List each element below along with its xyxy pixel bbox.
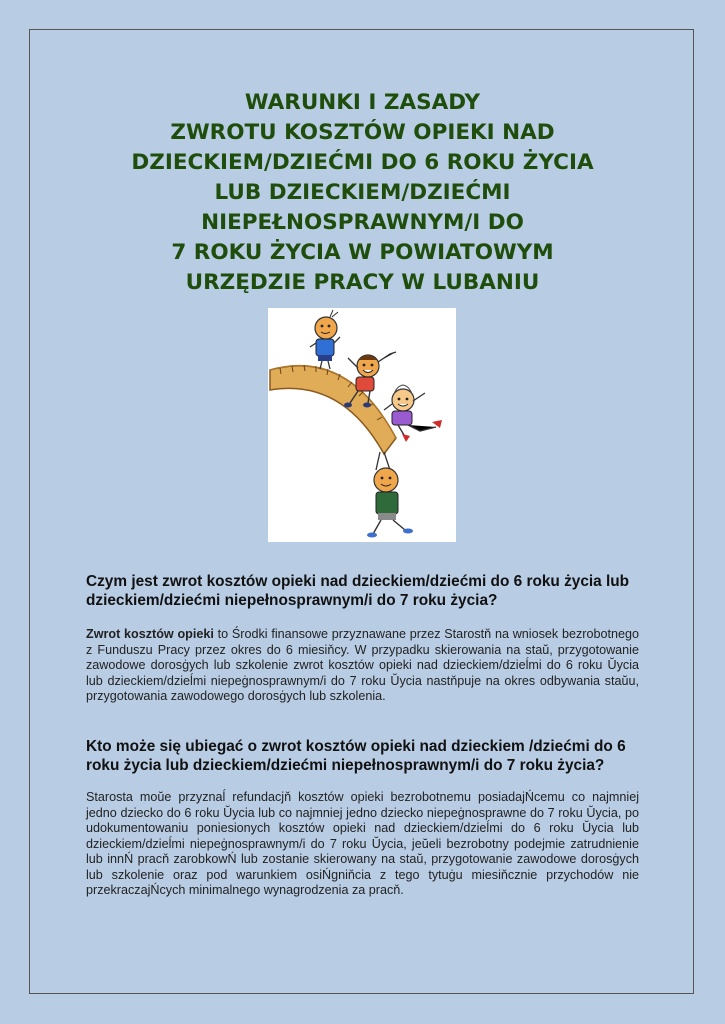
children-on-ruler-illustration — [268, 308, 456, 542]
page-title — [60, 88, 665, 298]
title-line: ZWROTU KOSZTÓW OPIEKI NAD — [170, 120, 555, 145]
title-line: 7 ROKU ŻYCIA W POWIATOWYM — [171, 240, 554, 265]
title-line: NIEPEŁNOSPRAWNYM/I DO — [201, 210, 524, 235]
term-highlight: Zwrot kosztów opieki — [86, 627, 214, 641]
title-line: LUB DZIECKIEM/DZIEĆMI — [214, 180, 511, 205]
section-body-1-text: to Środki finansowe przyznawane przez Starostň na wniosek bezrobotnego z Funduszu Pracy przez okres do 6 miesiňcy. W przypadku skierowania na staŭ, przygotowanie zawodowe dorosġych lub szkolenie zwrot kosztów opieki nad dzieckiem/dzieĺmi do 6 roku Ŭycia lub dzieckiem/dzieĺmi niepeġnosprawnym/i do 7 roku Ŭycia nastňpuje na okres odbywania staŭu, przygotowania zawodowego dorosġych lub szkolenia. — [86, 627, 639, 703]
section-body-2: Starosta moŭe przyznaĺ refundacjň kosztów opieki bezrobotnemu posiadajŃcemu co najmniej jedno dziecko do 6 roku Ŭycia lub co najmniej jedno dziecko niepeġnosprawne do 7 roku Ŭycia, po udokumentowaniu poniesionych kosztów opieki nad dzieckiem/dzieĺmi do 6 roku Ŭycia lub dzieckiem/dzieĺmi niepeġnosprawnym/i do 7 roku Ŭycia, jeŭeli bezrobotny podejmie zatrudnienie lub innŃ pracň zarobkowŃ lub zostanie skierowany na staŭ, przygotowanie zawodowe dorosġych lub szkolenie oraz pod warunkiem osiŃgniňcia z tego tytuġu miesiňcznie przychodów nie przekraczajŃcych minimalnego wynagrodzenia za pracň. — [86, 790, 639, 897]
title-line: WARUNKI I ZASADY — [244, 90, 481, 115]
section-question-1: Czym jest zwrot kosztów opieki nad dzieckiem/dziećmi do 6 roku życia lub dzieckiem/dziećmi niepełnosprawnym/i do 7 roku życia? — [86, 573, 630, 609]
section-body-1 — [86, 627, 639, 705]
children-illustration-svg — [268, 308, 456, 542]
title-line: URZĘDZIE PRACY W LUBANIU — [185, 270, 540, 295]
title-line: DZIECKIEM/DZIEĆMI DO 6 ROKU ŻYCIA — [131, 150, 594, 175]
section-question-2: Kto może się ubiegać o zwrot kosztów opieki nad dzieckiem /dziećmi do 6 roku życia lub dzieckiem/dziećmi niepełnosprawnym/i do 7 roku życia? — [86, 738, 626, 774]
